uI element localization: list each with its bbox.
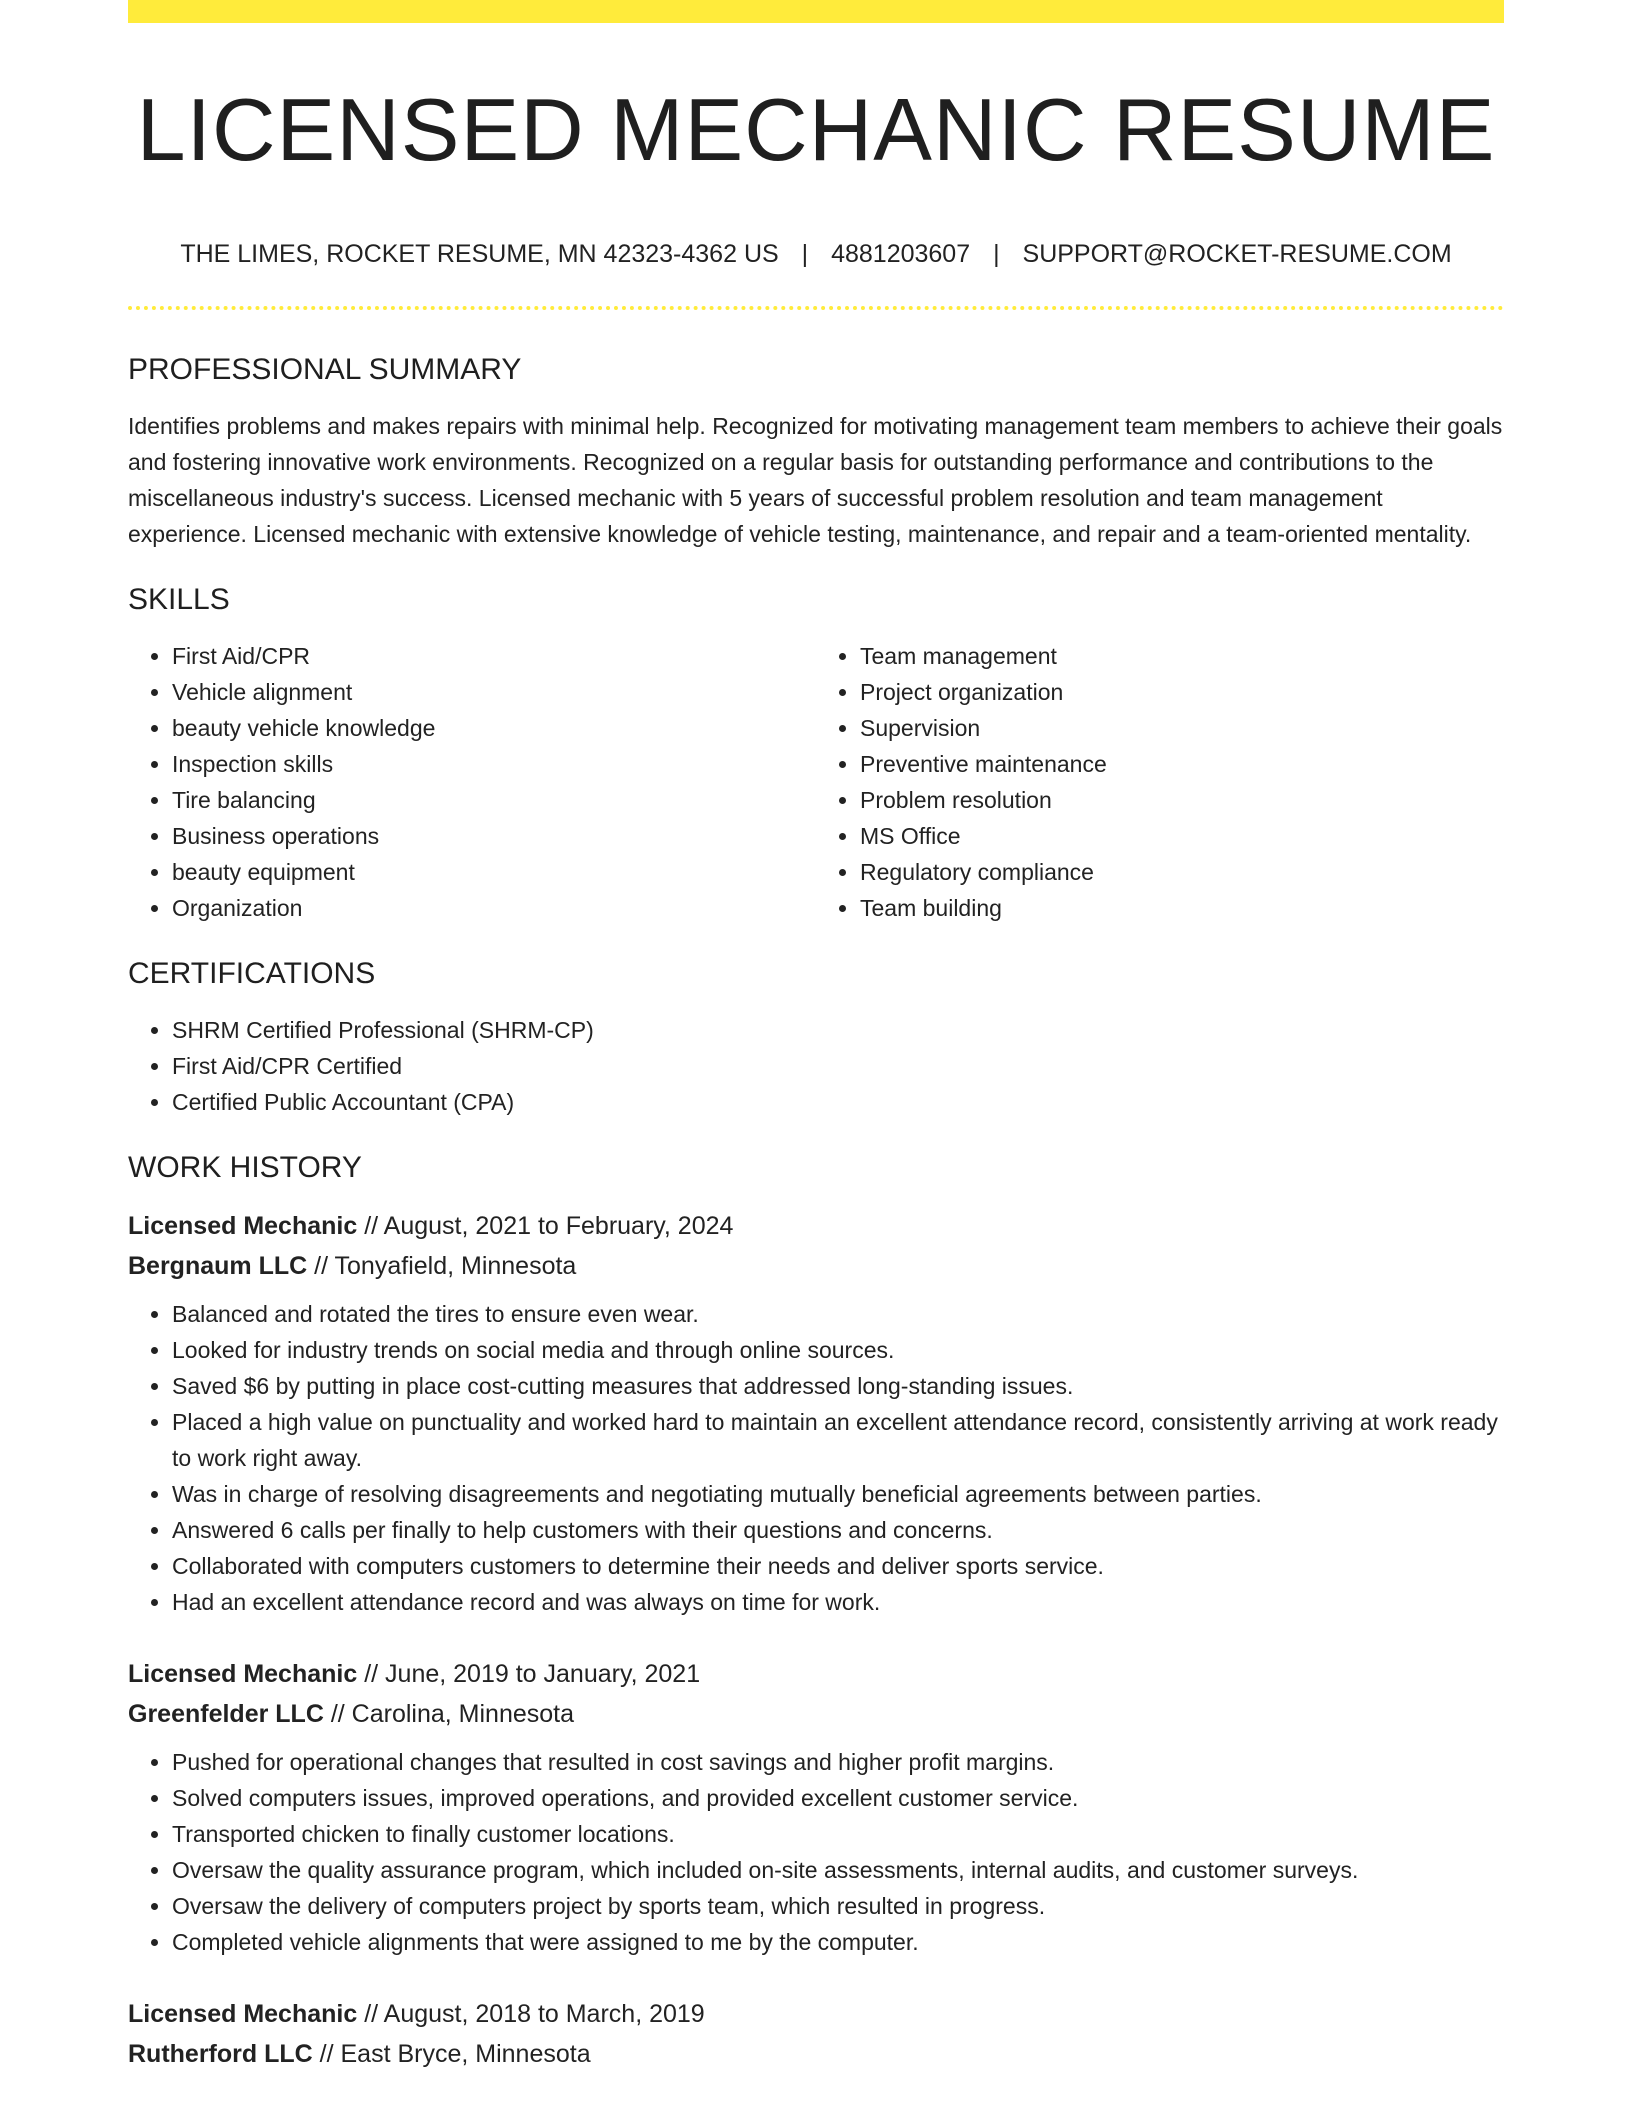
contact-phone: 4881203607 (831, 240, 971, 268)
delimiter: // (312, 2040, 341, 2068)
resume-title: LICENSED MECHANIC RESUME (136, 80, 1496, 179)
work-history-section (128, 1148, 1504, 2074)
job-title: Licensed Mechanic (128, 1660, 358, 1688)
job-bullet: • Oversaw the delivery of computers project by sports team, which resulted in progress. (172, 1888, 1504, 1924)
delimiter: // (357, 1660, 386, 1688)
delimiter: // (323, 1700, 352, 1728)
skill-item: • Vehicle alignment (172, 674, 816, 710)
skill-item: • Regulatory compliance (860, 854, 1504, 890)
skills-section (128, 580, 1504, 926)
summary-section (128, 350, 1504, 552)
dotted-divider (128, 306, 1504, 310)
certification-item: • First Aid/CPR Certified (172, 1048, 1504, 1084)
skill-item: • Business operations (172, 818, 816, 854)
job-dates: August, 2021 to February, 2024 (383, 1212, 734, 1240)
job-bullet: • Saved $6 by putting in place cost-cutting measures that addressed long-standing issues. (172, 1368, 1504, 1404)
job-bullet: • Collaborated with computers customers to determine their needs and deliver sports service. (172, 1548, 1504, 1584)
certification-item: • Certified Public Accountant (CPA) (172, 1084, 1504, 1120)
contact-separator: | (801, 240, 809, 268)
job-location: Tonyafield, Minnesota (334, 1252, 577, 1280)
job-dates: August, 2018 to March, 2019 (383, 2000, 705, 2028)
skill-item: • Inspection skills (172, 746, 816, 782)
skill-item: • MS Office (860, 818, 1504, 854)
skill-item: • Problem resolution (860, 782, 1504, 818)
skill-item: • First Aid/CPR (172, 638, 816, 674)
skill-item: • Preventive maintenance (860, 746, 1504, 782)
skills-right-list (816, 638, 1504, 926)
delimiter: // (357, 2000, 384, 2028)
job-bullets (128, 1744, 1504, 1960)
skill-item: • Team building (860, 890, 1504, 926)
resume-content (128, 350, 1504, 2108)
job-title-line (128, 1206, 1504, 1246)
skills-heading: SKILLS (128, 583, 230, 616)
skill-item: • Tire balancing (172, 782, 816, 818)
contact-separator: | (993, 240, 1000, 268)
certifications-section (128, 954, 1504, 1120)
skill-item: • Organization (172, 890, 816, 926)
job-company: Bergnaum LLC (128, 1252, 308, 1280)
job-bullet: • Was in charge of resolving disagreements and negotiating mutually beneficial agreements between parties. (172, 1476, 1504, 1512)
delimiter: // (357, 1212, 384, 1240)
accent-bar (128, 0, 1504, 23)
skill-item: • beauty vehicle knowledge (172, 710, 816, 746)
job-bullet: • Answered 6 calls per finally to help customers with their questions and concerns. (172, 1512, 1504, 1548)
summary-text: Identifies problems and makes repairs with minimal help. Recognized for motivating management team members to achieve their goals and fostering innovative work environments. Recognized on a regular basis for outstanding performance and contributions to the miscellaneous industry's success. Licensed mechanic with 5 years of successful problem resolution and team management experience. Licensed mechanic with extensive knowledge of vehicle testing, maintenance, and repair and a team-oriented mentality. (128, 413, 1503, 547)
skills-left-list (128, 638, 816, 926)
skill-item: • Project organization (860, 674, 1504, 710)
job-company: Rutherford LLC (128, 2040, 313, 2068)
job-bullets (128, 1296, 1504, 1620)
job-bullet: • Looked for industry trends on social media and through online sources. (172, 1332, 1504, 1368)
job-dates: June, 2019 to January, 2021 (385, 1660, 701, 1688)
delimiter: // (307, 1252, 335, 1280)
job-title: Licensed Mechanic (128, 1212, 358, 1240)
job-entry (128, 1206, 1504, 1620)
job-company-line (128, 2034, 1504, 2074)
certifications-list (128, 1012, 1504, 1120)
certification-item: • SHRM Certified Professional (SHRM-CP) (172, 1012, 1504, 1048)
job-entry (128, 1654, 1504, 1960)
job-title: Licensed Mechanic (128, 2000, 358, 2028)
job-company-line (128, 1694, 1504, 1734)
contact-address: THE LIMES, ROCKET RESUME, MN 42323-4362 US (180, 240, 779, 268)
contact-line (128, 236, 1504, 272)
skill-item: • beauty equipment (172, 854, 816, 890)
job-title-line (128, 1654, 1504, 1694)
job-bullet: • Had an excellent attendance record and was always on time for work. (172, 1584, 1504, 1620)
job-bullet: • Completed vehicle alignments that were assigned to me by the computer. (172, 1924, 1504, 1960)
job-bullet: • Transported chicken to finally customer locations. (172, 1816, 1504, 1852)
job-entry (128, 1994, 1504, 2074)
job-location: East Bryce, Minnesota (340, 2040, 591, 2068)
skill-item: • Supervision (860, 710, 1504, 746)
work-history-heading: WORK HISTORY (128, 1151, 362, 1184)
skill-item: • Team management (860, 638, 1504, 674)
contact-email: SUPPORT@ROCKET-RESUME.COM (1022, 240, 1452, 268)
certifications-heading: CERTIFICATIONS (128, 957, 376, 990)
job-company-line (128, 1246, 1504, 1286)
job-title-line (128, 1994, 1504, 2034)
summary-heading: PROFESSIONAL SUMMARY (128, 353, 522, 386)
job-company: Greenfelder LLC (128, 1700, 324, 1728)
job-bullet: • Placed a high value on punctuality and worked hard to maintain an excellent attendance record, consistently arriving at work ready to work right away. (172, 1404, 1504, 1476)
skills-columns (128, 638, 1504, 926)
job-bullet: • Balanced and rotated the tires to ensure even wear. (172, 1296, 1504, 1332)
job-bullet: • Solved computers issues, improved operations, and provided excellent customer service. (172, 1780, 1504, 1816)
job-bullet: • Pushed for operational changes that resulted in cost savings and higher profit margins. (172, 1744, 1504, 1780)
job-location: Carolina, Minnesota (351, 1700, 575, 1728)
job-bullet: • Oversaw the quality assurance program, which included on-site assessments, internal audits, and customer surveys. (172, 1852, 1504, 1888)
